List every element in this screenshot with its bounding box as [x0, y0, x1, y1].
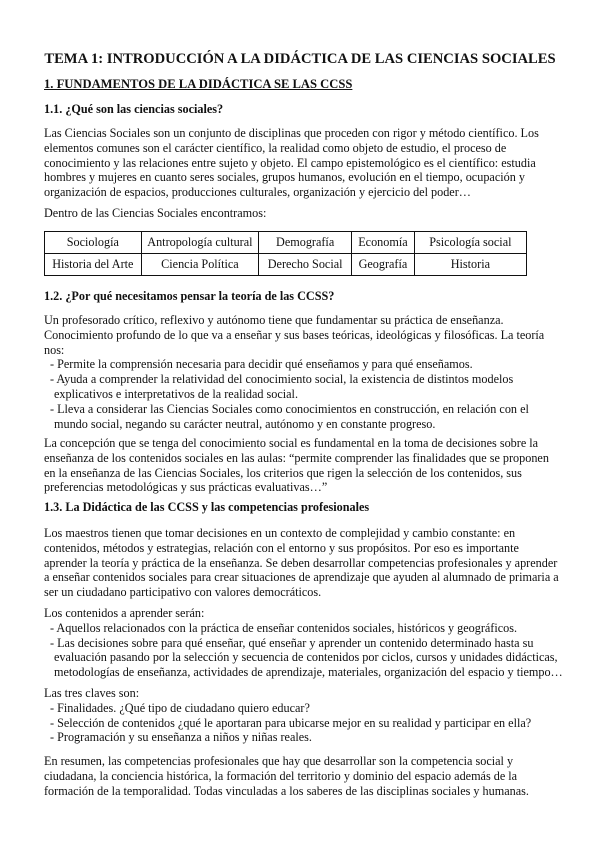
- text-line: en la enseñanza de las Ciencias Sociales, los criterios que rigen la selección de los contenidos, sus: [44, 465, 522, 480]
- text-line: elementos comunes son el carácter científico, la realidad como objeto de estudio, el proceso de: [44, 140, 507, 155]
- text-line: - Las decisiones sobre para qué enseñar, qué enseñar y aprender un contenido determinado hasta su: [50, 635, 534, 650]
- table-cell: Antropología cultural: [141, 232, 258, 254]
- text-line: contenidos, métodos y estrategias, relación con el entorno y sus propósitos. Por eso es importante: [44, 540, 519, 555]
- paragraph: [44, 686, 531, 745]
- table-cell: Psicología social: [414, 232, 526, 254]
- subsection-heading-1-1: 1.1. ¿Qué son las ciencias sociales?: [44, 102, 224, 116]
- text-line: aprender la teoría y práctica de la enseñanza. Se deben desarrollar competencias profesionales y aprender: [44, 555, 558, 570]
- text-line: explicativos e interpretativos de la realidad social.: [54, 386, 298, 401]
- text-line: Las Ciencias Sociales son un conjunto de disciplinas que proceden con rigor y método científico. Los: [44, 126, 539, 140]
- paragraph: [44, 313, 544, 431]
- table-cell: Historia: [414, 254, 526, 276]
- paragraph: [44, 206, 266, 221]
- paragraph: [44, 526, 559, 600]
- table-cell: Derecho Social: [259, 254, 352, 276]
- text-line: evaluación pasando por la selección y secuencia de contenidos por ciclos, cursos y unidades didácticas,: [54, 650, 558, 665]
- subsection-heading-1-2: 1.2. ¿Por qué necesitamos pensar la teoría de las CCSS?: [44, 289, 335, 303]
- text-line: nos:: [44, 342, 65, 357]
- text-line: metodologías de enseñanza, actividades de aprendizaje, materiales, organización del espacio y tiempo…: [54, 665, 563, 680]
- text-line: conocimiento y las relaciones entre sujeto y objeto. El campo epistemológico es el científico: estudia: [44, 155, 536, 170]
- text-line: - Selección de contenidos ¿qué le aportaran para ubicarse mejor en su realidad y participar en ella?: [50, 715, 532, 730]
- text-line: hombres y mujeres en cuanto seres sociales, grupos humanos, evolución en el tiempo, ocupación y: [44, 170, 525, 185]
- paragraph: [44, 606, 563, 680]
- text-line: Un profesorado crítico, reflexivo y autónomo tiene que fundamentar su práctica de enseñanza.: [44, 313, 504, 327]
- list-item: [44, 402, 544, 432]
- table-cell: Sociología: [45, 232, 142, 254]
- table-row: [45, 254, 527, 276]
- text-line: - Ayuda a comprender la relatividad del conocimiento social, la existencia de distintos modelos: [50, 372, 514, 387]
- table-cell: Economía: [352, 232, 415, 254]
- text-line: Conocimiento profundo de lo que va a enseñar y sus bases teóricas, ideológicas y filosóficas. La teoría: [44, 327, 545, 342]
- text-line: organización de espacios, producciones culturales, organización y ejercicio del poder…: [44, 185, 471, 200]
- document-title: TEMA 1: INTRODUCCIÓN A LA DIDÁCTICA DE LAS CIENCIAS SOCIALES: [44, 51, 556, 67]
- list-item: [44, 701, 531, 716]
- text-line: - Finalidades. ¿Qué tipo de ciudadano quiero educar?: [50, 700, 310, 715]
- text-line: ser un ciudadano participativo con valores democráticos.: [44, 585, 322, 600]
- subsection-heading-1-3: 1.3. La Didáctica de las CCSS y las competencias profesionales: [44, 500, 370, 514]
- text-line: - Lleva a considerar las Ciencias Sociales como conocimientos en construcción, en relación con el: [50, 401, 529, 416]
- text-line: Los contenidos a aprender serán:: [44, 606, 205, 620]
- text-line: a enseñar contenidos sociales para crear situaciones de aprendizaje que ayuden al alumnado de primaria a: [44, 570, 559, 585]
- text-line: En resumen, las competencias profesionales que hay que desarrollar son la competencia social y: [44, 754, 514, 768]
- text-line: enseñanza de los contenidos sociales en las aulas: “permite comprender las finalidades que se proponen: [44, 450, 549, 465]
- table-cell: Historia del Arte: [45, 254, 142, 276]
- text-line: - Programación y su enseñanza a niños y niñas reales.: [50, 730, 312, 745]
- text-line: Dentro de las Ciencias Sociales encontramos:: [44, 206, 267, 220]
- list-item: [44, 621, 563, 636]
- text-line: - Aquellos relacionados con la práctica de enseñar contenidos sociales, históricos y geográficos.: [50, 620, 518, 635]
- bullet-list: [44, 701, 531, 745]
- bullet-list: [44, 621, 563, 680]
- text-line: ciudadana, la conciencia histórica, la formación del territorio y dominio del espacio además de la: [44, 768, 518, 783]
- text-line: preferencias metodológicas y sus prácticas evaluativas…”: [44, 480, 328, 495]
- table-row: [45, 232, 527, 254]
- paragraph: [44, 126, 539, 200]
- list-item: [44, 716, 531, 731]
- list-item: [44, 357, 544, 372]
- list-item: [44, 636, 563, 680]
- disciplines-table: [44, 231, 527, 276]
- text-line: formación de la temporalidad. Todas vinculadas a los saberes de las disciplinas sociales y humanas.: [44, 783, 529, 798]
- list-item: [44, 372, 544, 402]
- paragraph: [44, 436, 549, 495]
- bullet-list: [44, 357, 544, 431]
- text-line: Los maestros tienen que tomar decisiones en un contexto de complejidad y cambio constante: en: [44, 526, 516, 540]
- table-cell: Geografía: [352, 254, 415, 276]
- text-line: mundo social, negando su carácter neutral, autónomo y en constante progreso.: [54, 416, 436, 431]
- paragraph: [44, 754, 529, 798]
- table-cell: Ciencia Política: [141, 254, 258, 276]
- text-line: La concepción que se tenga del conocimiento social es fundamental en la toma de decisiones sobre la: [44, 436, 539, 450]
- section-heading: 1. FUNDAMENTOS DE LA DIDÁCTICA SE LAS CCSS: [44, 77, 353, 91]
- text-line: Las tres claves son:: [44, 686, 140, 700]
- list-item: [44, 730, 531, 745]
- text-line: - Permite la comprensión necesaria para decidir qué enseñamos y para qué enseñamos.: [50, 357, 473, 372]
- table-cell: Demografía: [259, 232, 352, 254]
- paragraph-lines: [44, 313, 544, 357]
